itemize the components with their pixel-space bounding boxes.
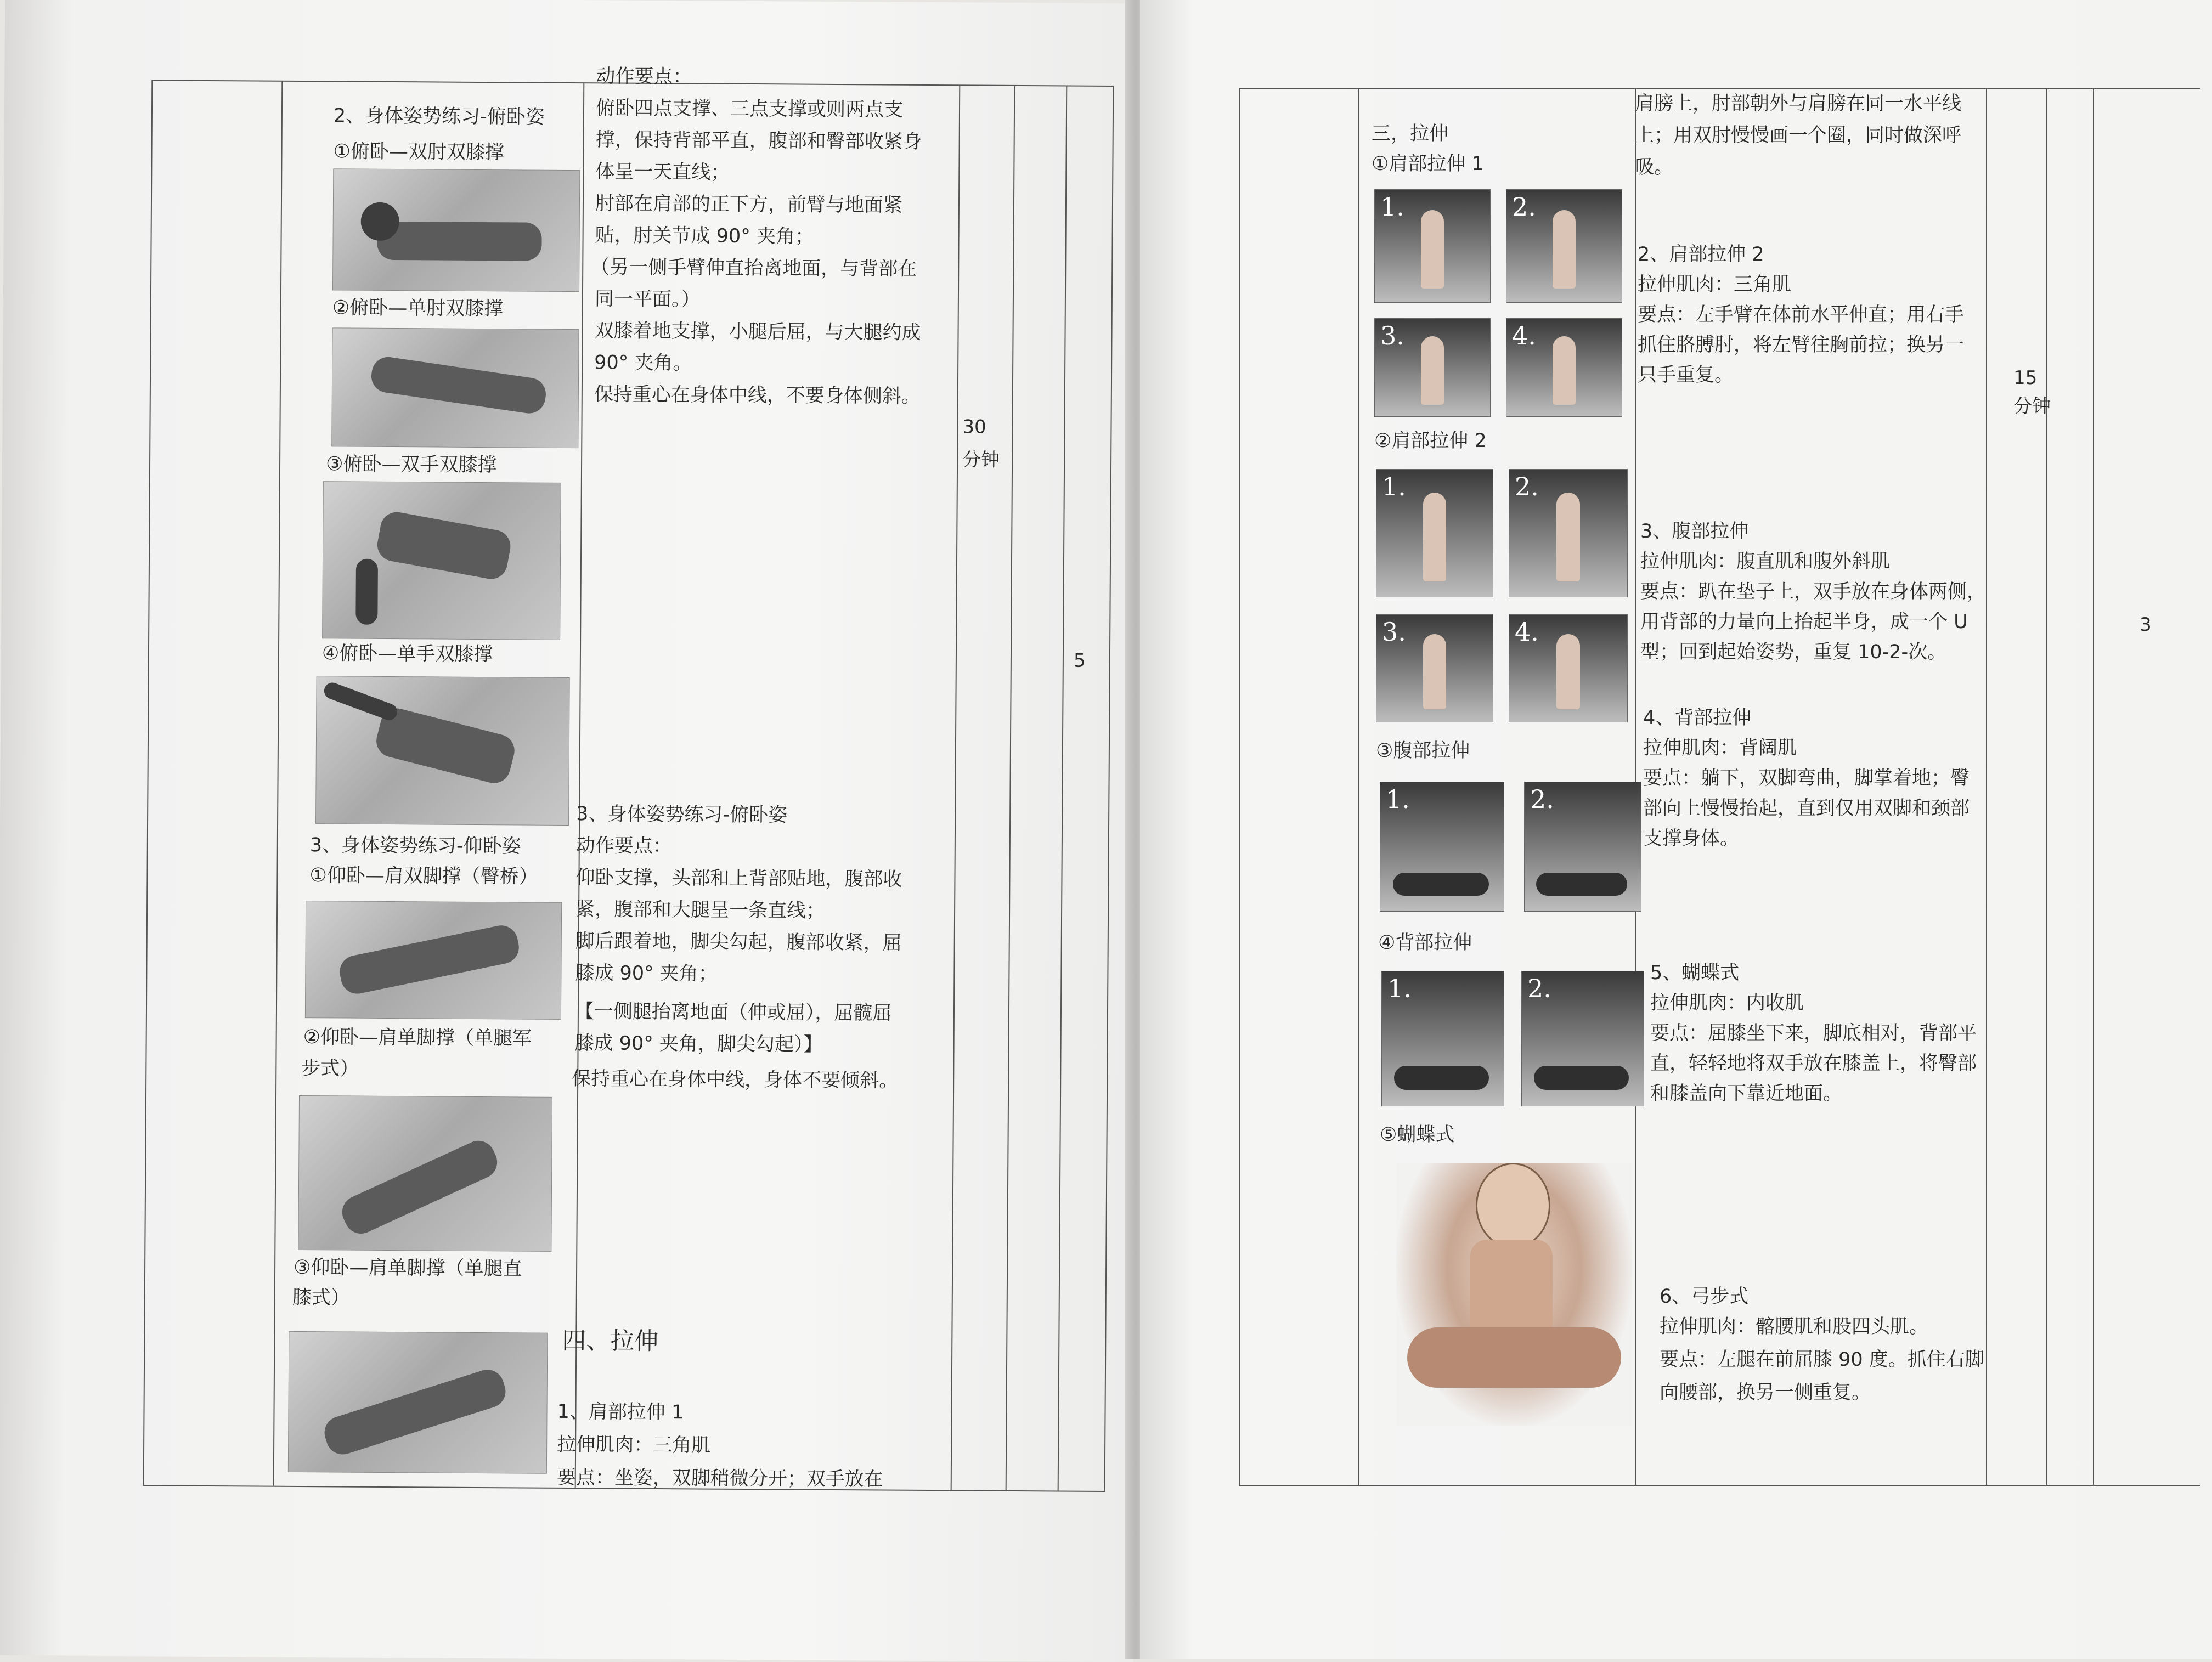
table-divider — [1058, 87, 1068, 1491]
instruction-line: 要点：左腿在前屈膝 90 度。抓住右脚 — [1660, 1349, 1984, 1371]
instruction-line: 吸。 — [1635, 156, 1674, 178]
step-number: 3. — [1382, 617, 1406, 647]
instruction-line: 要点：屈膝坐下来，脚底相对，背部平 — [1650, 1022, 1977, 1044]
exercise-label: ③仰卧—肩单脚撑（单腿直 — [293, 1256, 522, 1280]
instruction-line: 3、身体姿势练习-俯卧姿 — [576, 803, 788, 827]
instruction-line: 要点：坐姿，双脚稍微分开；双手放在 — [556, 1466, 883, 1491]
stretch-photo — [1509, 469, 1628, 597]
step-number: 3. — [1380, 321, 1404, 351]
instruction-line: 同一平面。） — [594, 288, 701, 311]
instruction-line: 肘部在肩部的正下方，前臂与地面紧 — [595, 193, 903, 217]
stretch-photo — [1506, 318, 1622, 417]
step-number: 1. — [1386, 784, 1410, 814]
instruction-line: 5、蝴蝶式 — [1650, 962, 1740, 984]
instruction-line: 撑，保持背部平直，腹部和臀部收紧身 — [595, 129, 922, 153]
instruction-line: 部向上慢慢抬起，直到仅用双脚和颈部 — [1643, 798, 1970, 819]
instruction-line: 俯卧四点支撑、三点支撑或则两点支 — [595, 97, 904, 121]
instruction-line: 用背部的力量向上抬起半身，成一个 U — [1640, 611, 1968, 633]
instruction-line: 和膝盖向下靠近地面。 — [1650, 1083, 1843, 1105]
instruction-line: 6、弓步式 — [1660, 1286, 1749, 1308]
exercise-label: ①俯卧—双肘双膝撑 — [333, 140, 505, 164]
stretch-photo — [1506, 189, 1622, 303]
instruction-line: 膝成 90° 夹角； — [575, 962, 718, 985]
stretch-photo — [1380, 782, 1504, 912]
section-title: 2、身体姿势练习-俯卧姿 — [333, 105, 545, 128]
exercise-photo — [315, 676, 570, 826]
instruction-line: 3、腹部拉伸 — [1640, 521, 1749, 542]
instruction-line: 2、肩部拉伸 2 — [1638, 244, 1764, 265]
exercise-photo — [305, 901, 562, 1020]
exercise-photo — [288, 1331, 548, 1474]
instruction-line: 体呈一天直线； — [595, 161, 730, 184]
duration-unit: 分钟 — [962, 449, 1000, 471]
instruction-line: 拉伸肌肉：髂腰肌和股四头肌。 — [1660, 1316, 1929, 1338]
exercise-photo — [332, 168, 580, 292]
table-divider — [951, 86, 961, 1490]
instruction-line: 双膝着地支撑，小腿后屈，与大腿约成 — [594, 320, 921, 344]
step-number: 2. — [1527, 974, 1551, 1003]
instruction-line: 要点：躺下，双脚弯曲，脚掌着地；臀 — [1643, 767, 1970, 789]
table-divider — [1986, 89, 1987, 1485]
duration-value: 30 — [962, 416, 986, 438]
section-title: 3、身体姿势练习-仰卧姿 — [309, 834, 521, 858]
table-divider — [1006, 86, 1015, 1490]
stretch-photo — [1374, 318, 1491, 417]
step-number: 2. — [1515, 472, 1539, 501]
instruction-line: 90° 夹角。 — [594, 352, 692, 375]
instruction-line: （另一侧手臂伸直抬离地面，与背部在 — [590, 256, 917, 280]
exercise-label: ④俯卧—单手双膝撑 — [321, 642, 493, 666]
stretch-photo — [1376, 469, 1493, 597]
instruction-line: 【一侧腿抬离地面（伸或屈），屈髋屈 — [574, 1000, 892, 1025]
stretch-photo — [1376, 614, 1493, 722]
instruction-line: 上；用双肘慢慢画一个圈，同时做深呼 — [1635, 125, 1962, 146]
table-divider — [575, 83, 585, 1488]
instruction-line: 支撑身体。 — [1643, 828, 1740, 850]
instruction-line: 只手重复。 — [1638, 364, 1734, 386]
instruction-line: 肩膀上，肘部朝外与肩膀在同一水平线 — [1635, 93, 1962, 115]
instruction-line: 仰卧支撑，头部和上背部贴地，腹部收 — [575, 867, 902, 891]
instruction-line: 向腰部，换另一侧重复。 — [1660, 1382, 1871, 1404]
exercise-label: ①仰卧—肩双脚撑（臀桥） — [309, 864, 538, 888]
stretch-photo — [1521, 971, 1644, 1106]
exercise-photo — [322, 481, 561, 640]
butterfly-illustration — [1396, 1163, 1632, 1426]
instruction-line: 拉伸肌肉：三角肌 — [1638, 274, 1792, 296]
instruction-line: 拉伸肌肉：三角肌 — [557, 1433, 711, 1457]
stretch-label: ⑤蝴蝶式 — [1380, 1124, 1455, 1146]
instruction-line: 型；回到起始姿势，重复 10-2-次。 — [1640, 641, 1947, 663]
instruction-line: 动作要点： — [575, 835, 672, 858]
instruction-line: 4、背部拉伸 — [1643, 707, 1752, 729]
duration-unit: 分钟 — [2013, 395, 2051, 417]
table-divider — [273, 82, 283, 1486]
stretch-label: ②肩部拉伸 2 — [1374, 430, 1487, 452]
stretch-photo — [1381, 971, 1504, 1106]
exercise-label: 膝式） — [292, 1286, 350, 1309]
stretch-label: ③腹部拉伸 — [1376, 740, 1470, 762]
step-number: 4. — [1515, 617, 1539, 647]
instruction-line: 紧，腹部和大腿呈一条直线； — [575, 898, 826, 922]
instruction-line: 贴，肘关节成 90° 夹角； — [595, 224, 815, 248]
exercise-label: ②仰卧—肩单脚撑（单腿军 — [303, 1026, 532, 1050]
section-title: 三，拉伸 — [1372, 123, 1449, 145]
stretch-label: ④背部拉伸 — [1378, 932, 1472, 954]
stretch-photo — [1374, 189, 1491, 303]
step-number: 2. — [1530, 784, 1554, 814]
step-number: 4. — [1512, 321, 1536, 351]
table-divider — [2093, 89, 2094, 1485]
instruction-line: 保持重心在身体中线，不要身体侧斜。 — [594, 383, 921, 408]
table-divider — [1358, 89, 1359, 1485]
instruction-line: 膝成 90° 夹角，脚尖勾起）】 — [574, 1032, 823, 1056]
exercise-label: ③俯卧—双手双膝撑 — [325, 453, 497, 477]
repetition-count: 3 — [2140, 614, 2152, 636]
stretch-label: ①肩部拉伸 1 — [1372, 153, 1484, 175]
instruction-line: 1、肩部拉伸 1 — [557, 1400, 684, 1424]
table-divider — [2046, 89, 2047, 1485]
instruction-line: 要点：趴在垫子上，双手放在身体两侧， — [1640, 581, 1987, 603]
instruction-line: 保持重心在身体中线，身体不要倾斜。 — [572, 1068, 899, 1092]
exercise-label: ②俯卧—单肘双膝撑 — [332, 297, 504, 320]
repetition-count: 5 — [1073, 649, 1086, 672]
exercise-label: 步式） — [301, 1058, 359, 1080]
exercise-photo — [331, 327, 579, 448]
instruction-line: 拉伸肌肉：腹直肌和腹外斜肌 — [1640, 551, 1891, 573]
step-number: 1. — [1387, 974, 1412, 1003]
instruction-line: 直，轻轻地将双手放在膝盖上，将臀部 — [1650, 1053, 1977, 1075]
section-heading: 四、拉伸 — [562, 1326, 659, 1356]
step-number: 2. — [1512, 192, 1536, 222]
instruction-line: 拉伸肌肉：内收肌 — [1650, 992, 1804, 1014]
instruction-line: 抓住胳膊肘，将左臂往胸前拉；换另一 — [1638, 334, 1965, 356]
exercise-photo — [298, 1095, 552, 1252]
instruction-line: 要点：左手臂在体前水平伸直；用右手 — [1638, 304, 1965, 326]
instruction-line: 动作要点： — [596, 65, 692, 88]
duration-value: 15 — [2013, 367, 2038, 389]
step-number: 1. — [1380, 192, 1404, 222]
step-number: 1. — [1382, 472, 1406, 501]
stretch-photo — [1509, 614, 1628, 722]
instruction-line: 脚后跟着地，脚尖勾起，腹部收紧，屈 — [575, 930, 902, 954]
stretch-photo — [1524, 782, 1641, 912]
instruction-line: 拉伸肌肉：背阔肌 — [1643, 737, 1797, 759]
